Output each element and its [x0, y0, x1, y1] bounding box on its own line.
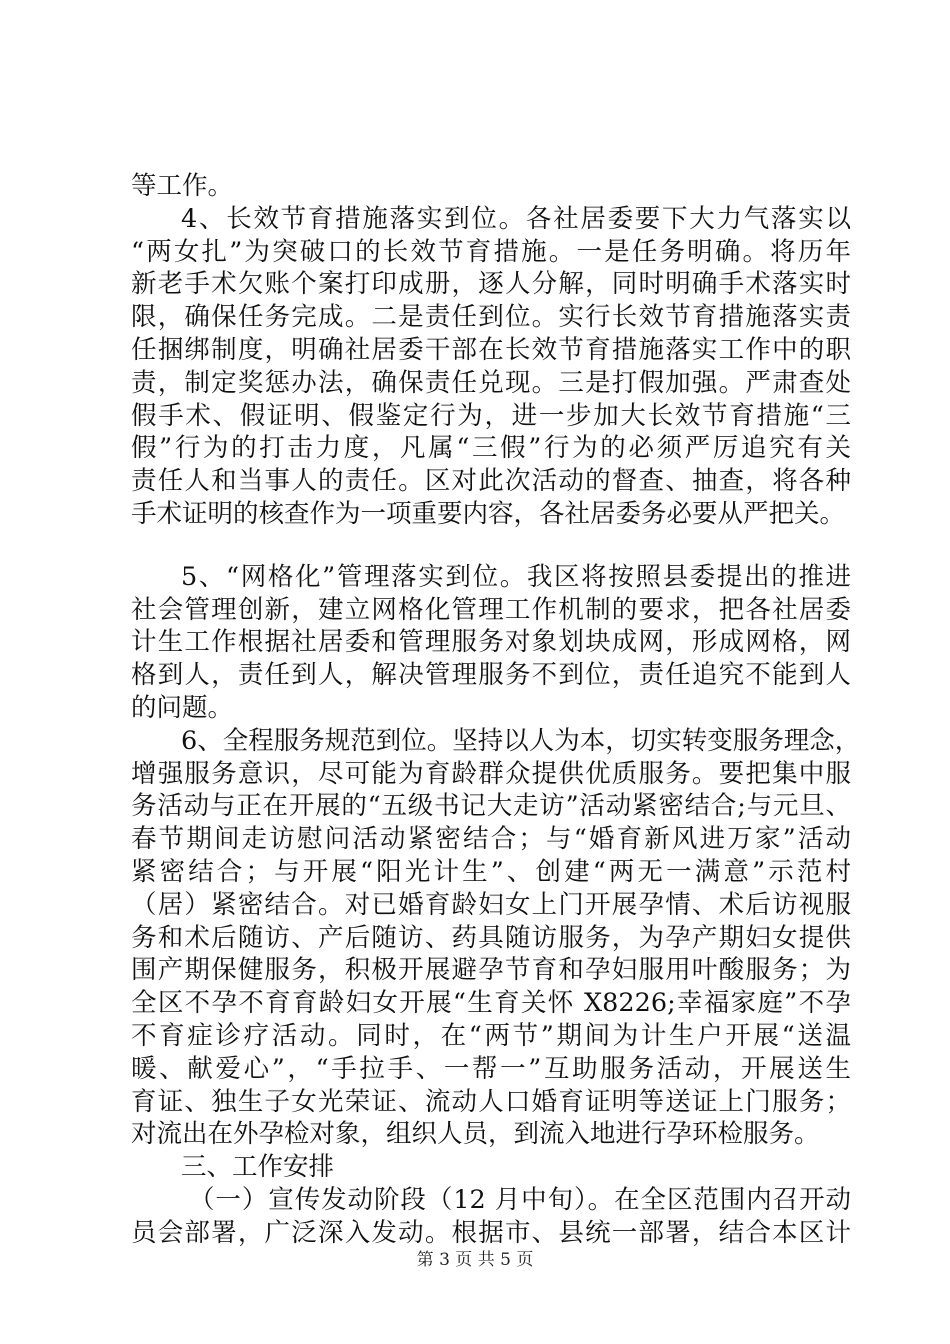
text-line: 4、长效节育措施落实到位。各社居委要下大力气落实以	[181, 203, 851, 234]
text-line: 6、全程服务规范到位。坚持以人为本，切实转变服务理念，	[181, 725, 861, 756]
text-line: 计生工作根据社居委和管理服务对象划块成网，形成网格，网	[131, 627, 851, 658]
paragraph-gap	[131, 531, 851, 561]
text-line: 全区不孕不育育龄妇女开展“生育关怀 X8226;幸福家庭”不孕	[131, 988, 851, 1019]
text-line: （一）宣传发动阶段（12 月中旬）。在全区范围内召开动	[189, 1184, 851, 1215]
text-line: 围产期保健服务，积极开展避孕节育和孕妇服用叶酸服务；为	[131, 955, 851, 986]
text-line: 限，确保任务完成。二是责任到位。实行长效节育措施落实责	[131, 302, 851, 333]
text-line: 手术证明的核查作为一项重要内容，各社居委务必要从严把关。	[131, 498, 846, 529]
text-line: 春节期间走访慰问活动紧密结合；与“婚育新风进万家”活动	[131, 824, 851, 855]
text-line: 的问题。	[131, 692, 234, 723]
text-line: 任捆绑制度，明确社居委干部在长效节育措施落实工作中的职	[131, 334, 851, 365]
page-footer: 第 3 页 共 5 页	[416, 1250, 534, 1270]
text-line: “两女扎”为突破口的长效节育措施。一是任务明确。将历年	[131, 236, 851, 267]
text-line: 等工作。	[131, 171, 234, 201]
text-line: 假”行为的打击力度，凡属“三假”行为的必须严厉追究有关	[131, 433, 851, 464]
text-line: 新老手术欠账个案打印成册，逐人分解，同时明确手术落实时	[131, 269, 851, 300]
text-line: 格到人，责任到人，解决管理服务不到位，责任追究不能到人	[131, 660, 851, 691]
text-line: 责任人和当事人的责任。区对此次活动的督查、抽查，将各种	[131, 466, 851, 497]
section-heading: 三、工作安排	[181, 1152, 335, 1183]
text-line: 暖、献爱心”，“手拉手、一帮一”互助服务活动，开展送生	[131, 1053, 851, 1084]
text-line: 假手术、假证明、假鉴定行为，进一步加大长效节育措施“三	[131, 400, 851, 431]
text-line: 对流出在外孕检对象，组织人员，到流入地进行孕环检服务。	[131, 1119, 820, 1150]
text-line: 务和术后随访、产后随访、药具随访服务，为孕产期妇女提供	[131, 922, 851, 953]
text-line: 5、“网格化”管理落实到位。我区将按照县委提出的推进	[181, 561, 851, 592]
text-line: （居）紧密结合。对已婚育龄妇女上门开展孕情、术后访视服	[131, 889, 851, 920]
text-line: 社会管理创新，建立网格化管理工作机制的要求，把各社居委	[131, 594, 851, 625]
text-line: 不育症诊疗活动。同时，在“两节”期间为计生户开展“送温	[131, 1020, 851, 1051]
document-body	[131, 170, 861, 1250]
text-line: 紧密结合；与开展“阳光计生”、创建“两无一满意”示范村	[131, 856, 851, 887]
text-line: 员会部署，广泛深入发动。根据市、县统一部署，结合本区计	[131, 1217, 851, 1248]
text-line: 务活动与正在开展的“五级书记大走访”活动紧密结合;与元旦、	[131, 791, 851, 822]
text-line: 育证、独生子女光荣证、流动人口婚育证明等送证上门服务；	[131, 1086, 851, 1117]
text-line: 责，制定奖惩办法，确保责任兑现。三是打假加强。严肃查处	[131, 367, 851, 398]
text-line: 增强服务意识，尽可能为育龄群众提供优质服务。要把集中服	[131, 758, 851, 789]
